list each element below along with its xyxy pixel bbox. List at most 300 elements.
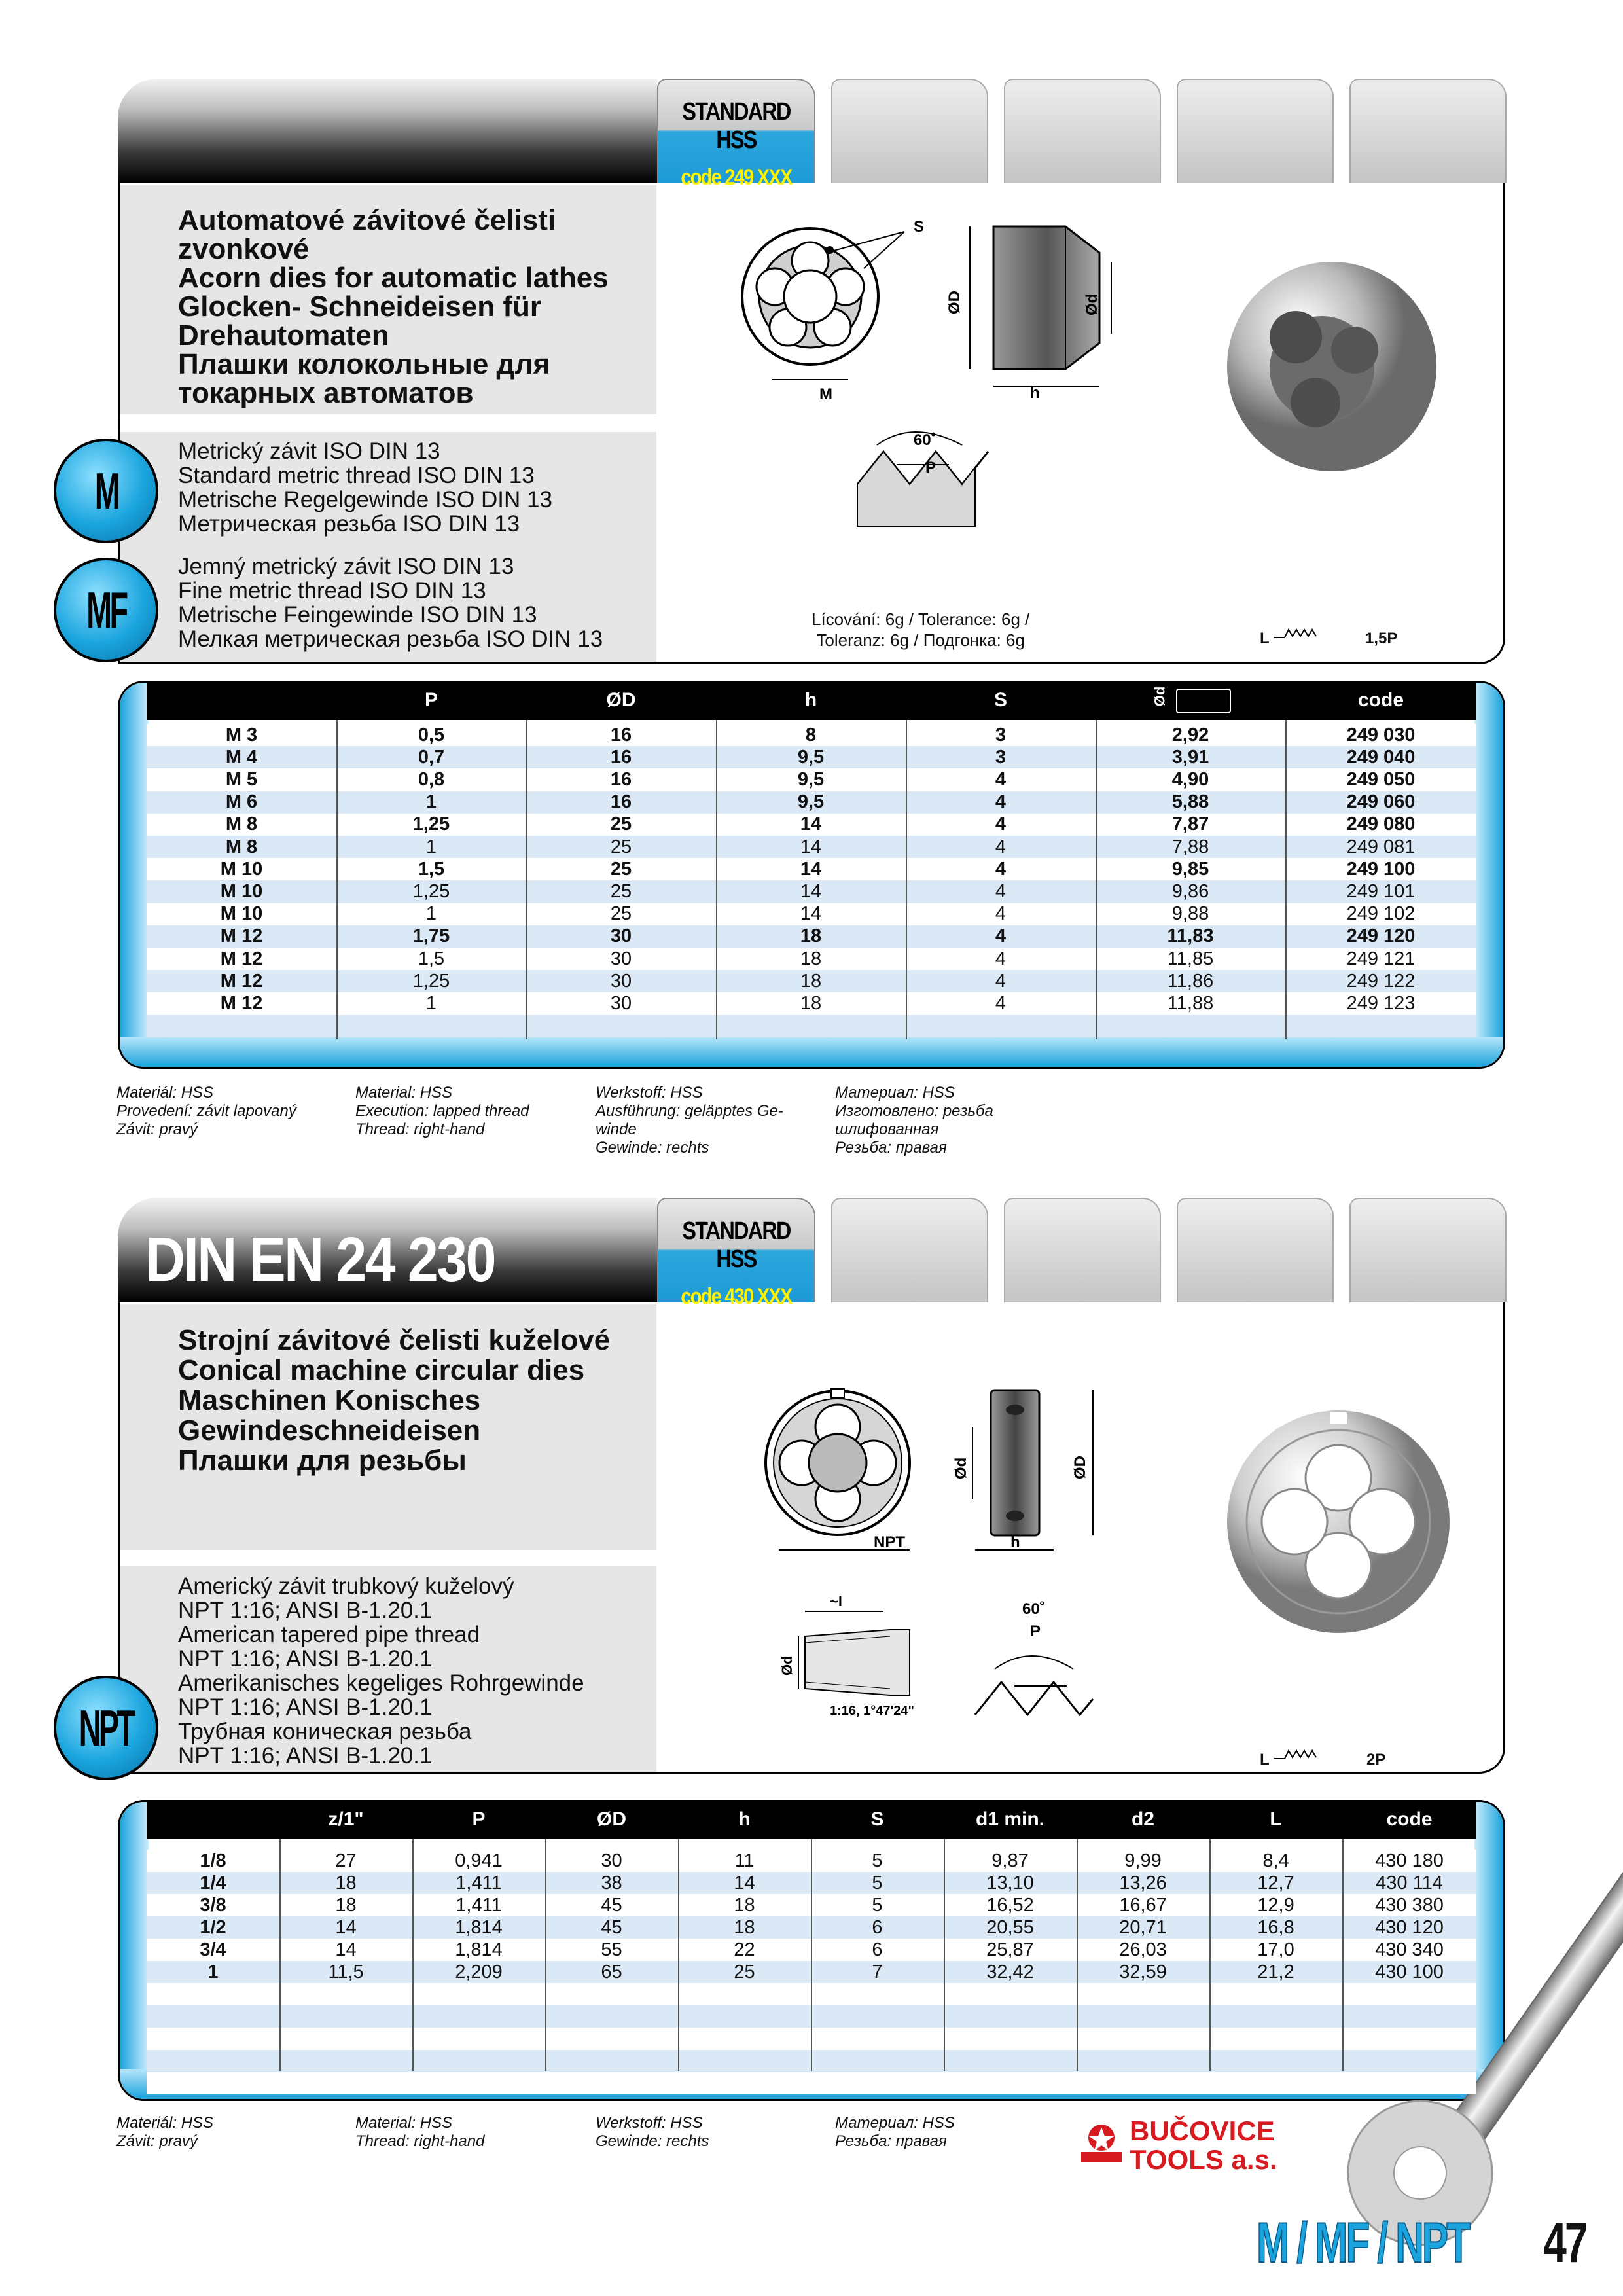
table-cell-p: 1 (425, 791, 437, 813)
title-line: Conical machine circular dies (178, 1354, 585, 1386)
table-cell-s: 5 (872, 1850, 883, 1871)
section1-notes-en (355, 1084, 529, 1139)
table-column-divider (1285, 720, 1287, 1039)
section2-tab-empty-2[interactable] (1004, 1198, 1161, 1302)
table-cell-h: 14 (800, 814, 822, 835)
table-cell-h: 14 (800, 880, 822, 902)
col-header-d (1096, 688, 1285, 713)
thread-profile (975, 1656, 1093, 1715)
section1-metric-thread (178, 439, 552, 536)
table-row-empty (147, 2072, 1476, 2094)
table-row (147, 791, 1476, 814)
section1-notes-de (596, 1084, 783, 1157)
table-cell-size: 3/8 (200, 1894, 226, 1916)
section1-table-header (147, 681, 1476, 720)
table-cell-l: 21,2 (1257, 1961, 1294, 1982)
thread-line: American tapered pipe thread (178, 1622, 480, 1647)
table-cell-h: 18 (734, 1894, 755, 1916)
table-cell-p: 1,814 (455, 1939, 503, 1960)
col-header: S (870, 1808, 884, 1830)
conical-die-technical-drawing (753, 1368, 1158, 1734)
table-column-divider (678, 1839, 679, 2071)
tab-line1: STANDARD HSS (682, 1217, 791, 1273)
table-cell-h: 9,5 (797, 746, 825, 768)
table-cell-od: 30 (610, 948, 632, 969)
table-cell-p: 1,411 (455, 1894, 502, 1916)
front-view (766, 1389, 910, 1535)
table-cell-od: 25 (610, 880, 632, 902)
tolerance-note (812, 609, 1029, 651)
table-cell-s: 4 (995, 880, 1007, 902)
section1-tab-standard-hss[interactable] (657, 79, 815, 190)
table-cell-d: 9,86 (1171, 880, 1209, 902)
table-cell-code: 249 101 (1346, 880, 1416, 902)
table-cell-h: 18 (800, 970, 822, 992)
table-cell-od: 45 (601, 1916, 622, 1938)
table-cell-size: M 8 (225, 836, 258, 857)
table-cell-od: 25 (610, 858, 632, 880)
pitch-label: P (925, 459, 936, 476)
thread-line: NPT 1:16; ANSI B-1.20.1 (178, 1598, 433, 1623)
table-cell-p: 1 (425, 836, 437, 857)
title-line: Automatové závitové čelisti (178, 204, 556, 236)
table-cell-size: M 10 (220, 858, 263, 880)
table-cell-d1: 32,42 (986, 1961, 1034, 1982)
title-line: Плашки для резьбы (178, 1444, 467, 1477)
page-number: 47 (1543, 2212, 1586, 2274)
title-line: Glocken- Schneideisen für (178, 291, 542, 323)
table-cell-p: 1,25 (412, 814, 450, 835)
table-cell-size: M 8 (225, 814, 258, 835)
table-cell-h: 18 (734, 1916, 755, 1938)
thread-line: Standard metric thread ISO DIN 13 (178, 463, 535, 488)
section1-tab-empty-1[interactable] (831, 79, 988, 183)
table-row (147, 814, 1476, 836)
table-cell-od: 30 (610, 925, 632, 947)
table-cell-s: 7 (872, 1961, 883, 1982)
title-line: Acorn dies for automatic lathes (178, 262, 609, 294)
note-line: Резьба: правая (835, 2132, 947, 2150)
table-cell-s: 4 (995, 858, 1007, 880)
section1-title (178, 206, 656, 408)
note-line: Ausführung: geläpptes Ge- (596, 1102, 783, 1120)
table-cell-s: 3 (995, 724, 1007, 745)
dim-l-label: ~l (830, 1593, 842, 1609)
table-cell-z: 14 (335, 1916, 357, 1938)
table-cell-s: 6 (872, 1916, 883, 1938)
table-cell-size: M 5 (225, 768, 258, 790)
table-cell-d: 11,88 (1167, 992, 1214, 1014)
table-cell-d1: 9,87 (991, 1850, 1029, 1871)
section2-table-header (147, 1800, 1476, 1839)
table-cell-code: 249 123 (1346, 992, 1416, 1014)
section2-tab-standard-hss[interactable] (657, 1198, 815, 1309)
table-cell-code: 249 030 (1346, 724, 1416, 745)
table-cell-size: 1/2 (200, 1916, 226, 1938)
section2-title (178, 1325, 656, 1476)
table-column-divider (412, 1839, 414, 2071)
table-cell-d: 7,88 (1171, 836, 1209, 857)
table-cell-code: 249 121 (1346, 948, 1416, 969)
dim-od-label: ØD (946, 291, 963, 314)
table-cell-od: 30 (610, 992, 632, 1014)
brand-line2: TOOLS a.s. (1130, 2144, 1277, 2175)
col-header: S (993, 689, 1007, 711)
note-line: Werkstoff: HSS (596, 2114, 703, 2132)
title-line: Strojní závitové čelisti kuželové (178, 1324, 611, 1356)
table-cell-size: 3/4 (200, 1939, 226, 1960)
table-cell-size: 1/8 (200, 1850, 226, 1871)
section2-tab-empty-3[interactable] (1177, 1198, 1334, 1302)
section1-notes-ru (835, 1084, 993, 1157)
table-row-empty (147, 1015, 1476, 1037)
bore-icon (1176, 689, 1231, 713)
table-cell-d: 2,92 (1171, 724, 1209, 745)
table-cell-d2: 32,59 (1119, 1961, 1167, 1982)
section1-tab-empty-2[interactable] (1004, 79, 1161, 183)
table-cell-s: 4 (995, 814, 1007, 835)
col-header: ØD (597, 1808, 626, 1830)
table-cell-od: 16 (610, 746, 632, 768)
table-cell-d: 3,91 (1171, 746, 1209, 768)
lead-value: 1,5P (1365, 630, 1398, 647)
side-view (991, 1390, 1039, 1535)
table-cell-od: 25 (610, 836, 632, 857)
table-row (147, 948, 1476, 970)
table-cell-p: 1 (425, 903, 437, 925)
note-line: Závit: pravý (116, 2132, 198, 2150)
dim-d-label: Ød (1083, 293, 1101, 315)
table-column-divider (1077, 1839, 1078, 2071)
table-row (147, 746, 1476, 768)
table-cell-od: 25 (610, 903, 632, 925)
pitch-label: P (1030, 1623, 1041, 1640)
table-cell-d2: 13,26 (1119, 1872, 1167, 1893)
table-cell-code: 249 081 (1346, 836, 1416, 857)
table-cell-s: 5 (872, 1872, 883, 1893)
table-cell-z: 18 (335, 1872, 357, 1893)
section1-fine-thread (178, 554, 603, 651)
section2-lead-icon (1273, 1746, 1319, 1763)
table-cell-p: 0,941 (455, 1850, 503, 1871)
title-line: токарных автоматов (178, 377, 474, 409)
table-cell-code: 249 080 (1346, 814, 1416, 835)
table-row (147, 970, 1476, 992)
table-column-divider (545, 1839, 546, 2071)
table-cell-od: 45 (601, 1894, 622, 1916)
table-cell-s: 4 (995, 768, 1007, 790)
table-cell-s: 4 (995, 948, 1007, 969)
dim-od-label: ØD (1071, 1456, 1089, 1479)
table-cell-p: 0,7 (418, 746, 445, 768)
section2-tab-empty-1[interactable] (831, 1198, 988, 1302)
section2-notes-cs (116, 2114, 213, 2151)
badge-npt-label: NPT (79, 1698, 134, 1757)
table-cell-code: 430 340 (1375, 1939, 1444, 1960)
table-column-divider (716, 720, 717, 1039)
title-line: zvonkové (178, 233, 310, 265)
thread-line: Americký závit trubkový kuželový (178, 1573, 514, 1599)
table-column-divider (1209, 1839, 1211, 2071)
taper-label: 1:16, 1°47'24" (830, 1704, 914, 1718)
table-cell-s: 5 (872, 1894, 883, 1916)
col-header: Ød (1151, 686, 1168, 706)
section2-tab-empty-4[interactable] (1349, 1198, 1507, 1302)
tab-line1: STANDARD HSS (682, 98, 791, 154)
table-cell-d1: 20,55 (986, 1916, 1034, 1938)
conical-die-photo (1224, 1407, 1453, 1636)
thread-line: Metrische Feingewinde ISO DIN 13 (178, 602, 537, 628)
col-header: code (1357, 689, 1404, 711)
table-column-divider (944, 1839, 945, 2071)
col-header: P (424, 689, 438, 711)
table-cell-h: 22 (734, 1939, 755, 1960)
section1-notes-cs (116, 1084, 296, 1139)
table-cell-s: 6 (872, 1939, 883, 1960)
table-cell-p: 1,814 (455, 1916, 503, 1938)
table-border-bottom (120, 1037, 1503, 1067)
table-cell-od: 16 (610, 724, 632, 745)
table-cell-od: 65 (601, 1961, 622, 1982)
table-cell-d: 11,83 (1167, 925, 1214, 947)
table-cell-od: 25 (610, 814, 632, 835)
table-cell-s: 4 (995, 992, 1007, 1014)
table-cell-s: 4 (995, 836, 1007, 857)
col-header: h (804, 689, 817, 711)
table-cell-p: 1 (425, 992, 437, 1014)
note-line: Material: HSS (355, 1084, 453, 1102)
note-line: Materiál: HSS (116, 1084, 214, 1102)
title-line: Gewindeschneideisen (178, 1414, 481, 1446)
acorn-die-photo (1224, 259, 1440, 475)
table-row (147, 836, 1476, 858)
col-header: ØD (606, 689, 636, 711)
angle-label: 60˚ (914, 431, 936, 449)
note-line: winde (596, 1121, 637, 1138)
thread-line: Amerikanisches kegeliges Rohrgewinde (178, 1670, 584, 1696)
note-line: Резьба: правая (835, 1139, 947, 1157)
thread-line: Метрическая резьба ISO DIN 13 (178, 511, 520, 537)
table-cell-p: 1,411 (455, 1872, 502, 1893)
note-line: Thread: right-hand (355, 2132, 485, 2150)
table-cell-size: M 12 (220, 925, 263, 947)
table-cell-size: M 10 (220, 903, 263, 925)
table-cell-od: 55 (601, 1939, 622, 1960)
table-cell-od: 38 (601, 1872, 622, 1893)
table-column-divider (811, 1839, 812, 2071)
table-cell-code: 249 120 (1346, 925, 1416, 947)
table-cell-size: M 12 (220, 992, 263, 1014)
table-cell-l: 12,7 (1257, 1872, 1294, 1893)
thread-line: NPT 1:16; ANSI B-1.20.1 (178, 1646, 433, 1672)
table-cell-code: 249 100 (1346, 858, 1416, 880)
section2-lead-label: L (1260, 1751, 1270, 1768)
table-cell-d2: 16,67 (1119, 1894, 1167, 1916)
table-cell-od: 16 (610, 791, 632, 813)
table-cell-code: 249 060 (1346, 791, 1416, 813)
table-cell-d1: 13,10 (986, 1872, 1034, 1893)
lead-label: L (1260, 630, 1270, 647)
table-cell-h: 14 (800, 836, 822, 857)
table-cell-p: 2,209 (455, 1961, 503, 1982)
section2-notes-de (596, 2114, 709, 2151)
table-cell-code: 430 100 (1375, 1961, 1444, 1982)
front-view (742, 228, 878, 380)
table-cell-l: 12,9 (1257, 1894, 1294, 1916)
table-cell-code: 430 380 (1375, 1894, 1444, 1916)
table-cell-d: 11,85 (1167, 948, 1214, 969)
table-cell-size: M 6 (225, 791, 258, 813)
table-column-divider (1342, 1839, 1344, 2071)
lead-icon (1273, 624, 1319, 641)
footer-section-label: M / MF / NPT (1257, 2212, 1469, 2274)
table-column-divider (336, 720, 338, 1039)
table-row (147, 858, 1476, 880)
title-line: Плашки колокольные для (178, 348, 550, 380)
brand-line1: BUČOVICE (1130, 2115, 1275, 2146)
title-line: Maschinen Konisches (178, 1384, 481, 1416)
table-column-divider (279, 1839, 281, 2071)
dim-npt-label: NPT (874, 1534, 905, 1551)
note-line: Materiál: HSS (116, 2114, 214, 2132)
tab-line2: code 249 XXX (681, 165, 792, 190)
table-cell-d: 4,90 (1171, 768, 1209, 790)
section1-tab-empty-4[interactable] (1349, 79, 1507, 183)
table-cell-h: 25 (734, 1961, 755, 1982)
table-cell-z: 27 (335, 1850, 357, 1871)
acorn-die-technical-drawing (733, 203, 1165, 569)
table-cell-p: 1,75 (412, 925, 450, 947)
table-cell-code: 430 180 (1375, 1850, 1444, 1871)
angle-label: 60˚ (1022, 1600, 1045, 1618)
table-cell-code: 249 122 (1346, 970, 1416, 992)
table-cell-s: 4 (995, 925, 1007, 947)
table-cell-d: 7,87 (1171, 814, 1209, 835)
table-column-divider (906, 720, 907, 1039)
table-cell-h: 11 (734, 1850, 755, 1871)
table-cell-s: 4 (995, 903, 1007, 925)
col-header: L (1270, 1808, 1282, 1830)
badge-m (54, 439, 158, 543)
table-cell-h: 18 (800, 992, 822, 1014)
note-line: Werkstoff: HSS (596, 1084, 703, 1102)
table-cell-p: 1,5 (418, 948, 445, 969)
badge-mf-label: MF (86, 581, 126, 639)
dim-d-label: Ød (952, 1457, 970, 1479)
table-cell-d2: 26,03 (1119, 1939, 1167, 1960)
table-cell-s: 4 (995, 970, 1007, 992)
table-cell-d1: 25,87 (986, 1939, 1034, 1960)
table-row (147, 724, 1476, 746)
table-cell-h: 14 (800, 858, 822, 880)
note-line: Thread: right-hand (355, 1121, 485, 1138)
table-cell-od: 30 (601, 1850, 622, 1871)
table-row (147, 768, 1476, 791)
tolerance-line: Toleranz: 6g / Подгонка: 6g (816, 630, 1025, 650)
table-cell-h: 14 (800, 903, 822, 925)
table-cell-h: 18 (800, 948, 822, 969)
section1-tab-empty-3[interactable] (1177, 79, 1334, 183)
note-line: Gewinde: rechts (596, 1139, 709, 1157)
table-cell-size: M 12 (220, 970, 263, 992)
thread-line: Jemný metrický závit ISO DIN 13 (178, 554, 514, 579)
dim-h-label: h (1030, 384, 1040, 402)
table-cell-od: 16 (610, 768, 632, 790)
badge-m-label: M (94, 461, 118, 520)
table-row (147, 925, 1476, 948)
table-cell-h: 9,5 (797, 791, 825, 813)
section2-notes-ru (835, 2114, 955, 2151)
col-header: d1 min. (975, 1808, 1044, 1830)
brand-logo-icon (1079, 2118, 1124, 2164)
table-cell-p: 0,8 (418, 768, 445, 790)
badge-mf (54, 558, 158, 662)
note-line: Материал: HSS (835, 2114, 955, 2132)
table-cell-l: 8,4 (1262, 1850, 1289, 1871)
table-cell-size: M 12 (220, 948, 263, 969)
table-cell-h: 14 (734, 1872, 755, 1893)
note-line: Provedení: závit lapovaný (116, 1102, 296, 1120)
table-column-divider (526, 720, 527, 1039)
table-cell-d: 5,88 (1171, 791, 1209, 813)
table-border-left (120, 1802, 149, 2099)
note-line: Изготовлено: резьба (835, 1102, 993, 1120)
table-cell-s: 3 (995, 746, 1007, 768)
thread-line: Metrische Regelgewinde ISO DIN 13 (178, 487, 552, 512)
table-cell-z: 11,5 (328, 1961, 364, 1982)
thread-line: NPT 1:16; ANSI B-1.20.1 (178, 1695, 433, 1720)
section2-header-title: DIN EN 24 230 (145, 1225, 495, 1295)
table-row (147, 903, 1476, 925)
dim-h-label: h (1010, 1534, 1020, 1551)
table-cell-p: 1,5 (418, 858, 445, 880)
dim-taper-d-label: Ød (779, 1655, 795, 1676)
table-cell-s: 4 (995, 791, 1007, 813)
col-header: code (1386, 1808, 1433, 1830)
table-cell-h: 18 (800, 925, 822, 947)
col-header: P (472, 1808, 486, 1830)
section2-notes-en (355, 2114, 484, 2151)
table-cell-code: 249 050 (1346, 768, 1416, 790)
table-cell-code: 249 102 (1346, 903, 1416, 925)
table-cell-size: M 10 (220, 880, 263, 902)
table-cell-p: 1,25 (412, 970, 450, 992)
dim-m-label: M (819, 386, 832, 403)
table-cell-l: 17,0 (1257, 1939, 1294, 1960)
note-line: шлифованная (835, 1121, 939, 1138)
table-cell-p: 0,5 (418, 724, 445, 745)
thread-line: Трубная коническая резьба (178, 1719, 472, 1744)
table-cell-d2: 20,71 (1119, 1916, 1167, 1938)
table-cell-p: 1,25 (412, 880, 450, 902)
badge-npt (54, 1676, 158, 1780)
thread-line: Мелкая метрическая резьба ISO DIN 13 (178, 626, 603, 652)
table-row (147, 880, 1476, 903)
table-cell-code: 430 120 (1375, 1916, 1444, 1938)
col-header: h (738, 1808, 751, 1830)
section2-lead-value: 2P (1366, 1751, 1386, 1768)
table-cell-od: 30 (610, 970, 632, 992)
note-line: Материал: HSS (835, 1084, 955, 1102)
thread-line: Metrický závit ISO DIN 13 (178, 439, 440, 464)
table-cell-code: 249 040 (1346, 746, 1416, 768)
table-cell-code: 430 114 (1376, 1872, 1443, 1893)
section2-thread-description (178, 1574, 584, 1768)
table-cell-d: 9,88 (1171, 903, 1209, 925)
table-cell-size: 1/4 (200, 1872, 226, 1893)
table-border-right (1474, 683, 1503, 1067)
table-cell-z: 18 (335, 1894, 357, 1916)
